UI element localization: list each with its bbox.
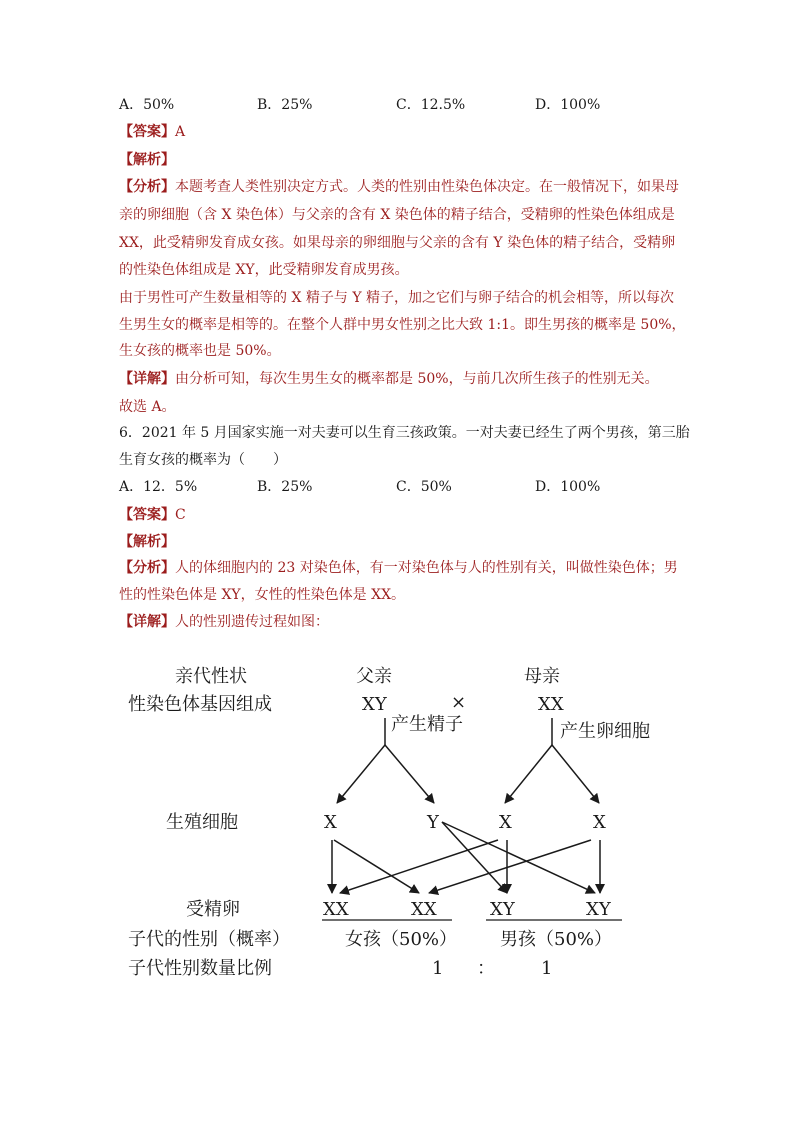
q5-option-a: A．50% [119,97,175,113]
gamete-egg-x2: X [593,812,606,833]
fenxi-text: 本题考查人类性别决定方式。人类的性别由性染色体决定。在一般情况下，如果母 [175,179,679,195]
mother-genotype: XX [538,694,564,715]
q5-analysis-heading: 【解析】 [119,152,175,168]
xiangjie-text: 由分析可知，每次生男生女的概率都是 50%，与前几次所生孩子的性别无关。 [175,371,659,387]
zygote-xx-2: XX [411,899,437,920]
fenxi-tag: 【分析】 [119,179,175,195]
father-genotype: XY [362,694,387,715]
zygote-xy-2: XY [586,899,611,920]
zygote-xx-1: XX [323,899,349,920]
row-label-gametes: 生殖细胞 [166,812,238,833]
fenxi-tag: 【分析】 [119,560,175,576]
q6-option-d: D．100% [535,479,601,495]
xiangjie-tag: 【详解】 [119,614,175,630]
q6-question-line-1: 6．2021 年 5 月国家实施一对夫妻可以生育三孩政策。一对夫妻已经生了两个男孩，第三胎 [119,425,690,441]
sperm-label: 产生精子 [391,714,463,735]
q5-conclusion: 故选 A。 [119,399,176,415]
zygote-xy-1: XY [490,899,515,920]
arrow-egg2-to-xx2 [429,840,591,893]
q5-fenxi-line-1 [119,177,679,197]
answer-value: A [175,124,186,140]
arrow-x-to-xx2 [334,840,419,893]
q6-answer [119,505,186,525]
arrow-y-to-xy1 [442,822,507,893]
q6-xiangjie [119,612,329,632]
q5-fenxi-line-7: 生女孩的概率也是 50%。 [119,343,281,359]
q5-answer [119,122,185,142]
arrow-y-to-xy2 [442,822,595,893]
answer-tag: 【答案】 [119,507,175,523]
q6-option-a: A．12．5% [119,479,198,495]
q5-option-d: D．100% [535,97,601,113]
xiangjie-text: 人的性别遗传过程如图： [175,614,329,630]
offspring-girl: 女孩（50%） [345,929,458,950]
gamete-egg-x1: X [499,812,512,833]
row-label-zygote: 受精卵 [186,899,240,920]
arrow-father-y [385,745,434,803]
q5-option-c: C．12.5% [396,97,466,113]
sex-inheritance-diagram [100,650,660,990]
father-label: 父亲 [356,666,392,687]
q6-option-c: C．50% [396,479,452,495]
xiangjie-tag: 【详解】 [119,371,175,387]
q6-fenxi-line-1 [119,558,678,578]
offspring-boy: 男孩（50%） [500,929,613,950]
fenxi-text: 人的体细胞内的 23 对染色体，有一对染色体与人的性别有关，叫做性染色体；男 [175,560,678,576]
q5-xiangjie [119,369,659,389]
ratio-colon: ： [477,958,495,979]
q5-option-b: B．25% [257,97,313,113]
ratio-right: 1 [541,958,553,979]
mother-label: 母亲 [524,666,560,687]
egg-label: 产生卵细胞 [560,721,650,742]
q5-fenxi-line-5: 由于男性可产生数量相等的 X 精子与 Y 精子，加之它们与卵子结合的机会相等，所以每次 [119,290,675,306]
row-label-offspring-ratio: 子代性别数量比例 [128,958,272,979]
arrow-father-x [337,745,385,803]
arrow-egg1-to-xx1 [340,840,498,893]
gamete-sperm-x: X [324,812,337,833]
gamete-sperm-y: Y [427,812,439,833]
q5-fenxi-line-6: 生男生女的概率是相等的。在整个人群中男女性别之比大致 1:1。即生男孩的概率是 50%， [119,317,686,333]
q6-analysis-heading: 【解析】 [119,534,175,550]
q6-fenxi-line-2: 性的性染色体是 XY，女性的性染色体是 XX。 [119,587,406,603]
arrow-mother-x2 [552,745,599,803]
row-label-parent-traits: 亲代性状 [175,666,247,687]
arrow-mother-x1 [505,745,552,803]
ratio-left: 1 [432,958,444,979]
answer-value: C [175,507,186,523]
q5-fenxi-line-2: 亲的卵细胞（含 X 染色体）与父亲的含有 X 染色体的精子结合，受精卵的性染色体组成是 [119,207,675,223]
cross-symbol: × [451,692,467,713]
q5-fenxi-line-4: 的性染色体组成是 XY，此受精卵发育成男孩。 [119,262,409,278]
q5-fenxi-line-3: XX，此受精卵发育成女孩。如果母亲的卵细胞与父亲的含有 Y 染色体的精子结合，受精卵 [119,235,676,251]
row-label-genotype: 性染色体基因组成 [128,694,272,715]
q6-option-b: B．25% [257,479,313,495]
q6-question-line-2: 生育女孩的概率为（ ） [119,452,287,468]
row-label-offspring-sex: 子代的性别（概率） [128,929,290,950]
answer-tag: 【答案】 [119,124,175,140]
